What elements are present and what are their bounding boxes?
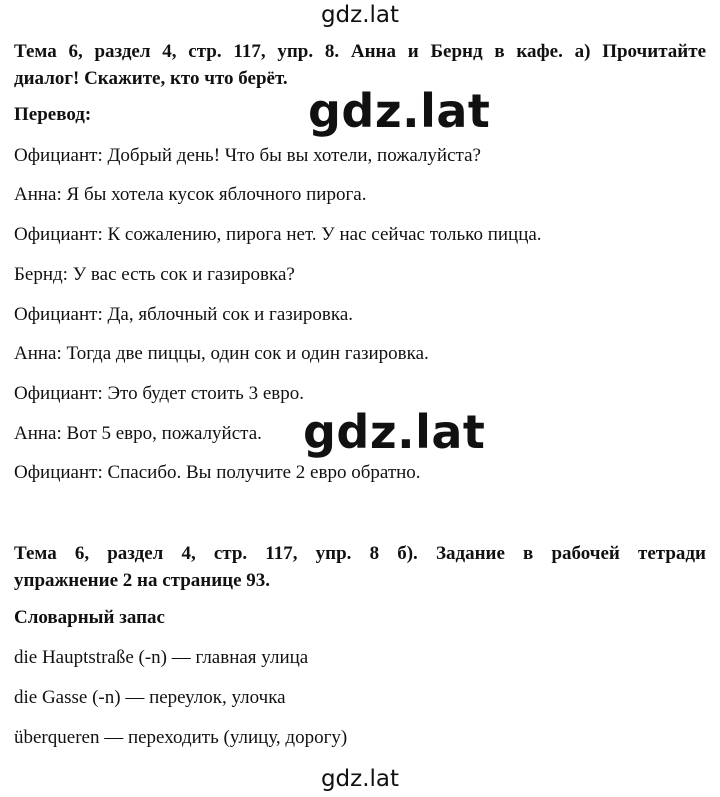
section1-heading-line1: Тема 6, раздел 4, стр. 117, упр. 8. Анна и Бернд в кафе. а) Прочитайте: [14, 41, 706, 62]
watermark-middle-lower: gdz.lat: [303, 405, 486, 459]
dialog-line: Анна: Вот 5 евро, пожалуйста.: [14, 423, 262, 444]
dialog-line: Бернд: У вас есть сок и газировка?: [14, 264, 295, 285]
dialog-line: Анна: Я бы хотела кусок яблочного пирога.: [14, 184, 367, 205]
vocab-item: überqueren — переходить (улицу, дорогу): [14, 727, 348, 748]
vocab-item: die Hauptstraße (-n) — главная улица: [14, 647, 309, 668]
vocab-item: die Gasse (-n) — переулок, улочка: [14, 687, 286, 708]
section1-heading-line2: диалог! Скажите, кто что берёт.: [14, 68, 288, 89]
watermark-bottom: gdz.lat: [320, 766, 400, 792]
section2-heading: [14, 540, 706, 594]
section2-heading-line1: Тема 6, раздел 4, стр. 117, упр. 8 б). Задание в рабочей тетради: [14, 543, 706, 564]
section2-heading-line2: упражнение 2 на странице 93.: [14, 570, 271, 591]
dialog-line: Официант: Добрый день! Что бы вы хотели, пожалуйста?: [14, 145, 481, 166]
dialog-line: Анна: Тогда две пиццы, один сок и один газировка.: [14, 343, 429, 364]
dialog-line: Официант: Да, яблочный сок и газировка.: [14, 304, 354, 325]
section1-heading: [14, 38, 706, 92]
section2-subheading: Словарный запас: [14, 607, 165, 628]
section1-subheading: Перевод:: [14, 104, 92, 125]
watermark-top: gdz.lat: [320, 2, 400, 28]
dialog-line: Официант: Это будет стоить 3 евро.: [14, 383, 304, 404]
dialog-line: Официант: Спасибо. Вы получите 2 евро обратно.: [14, 462, 421, 483]
dialog-line: Официант: К сожалению, пирога нет. У нас сейчас только пицца.: [14, 224, 542, 245]
watermark-middle-upper: gdz.lat: [308, 84, 491, 138]
